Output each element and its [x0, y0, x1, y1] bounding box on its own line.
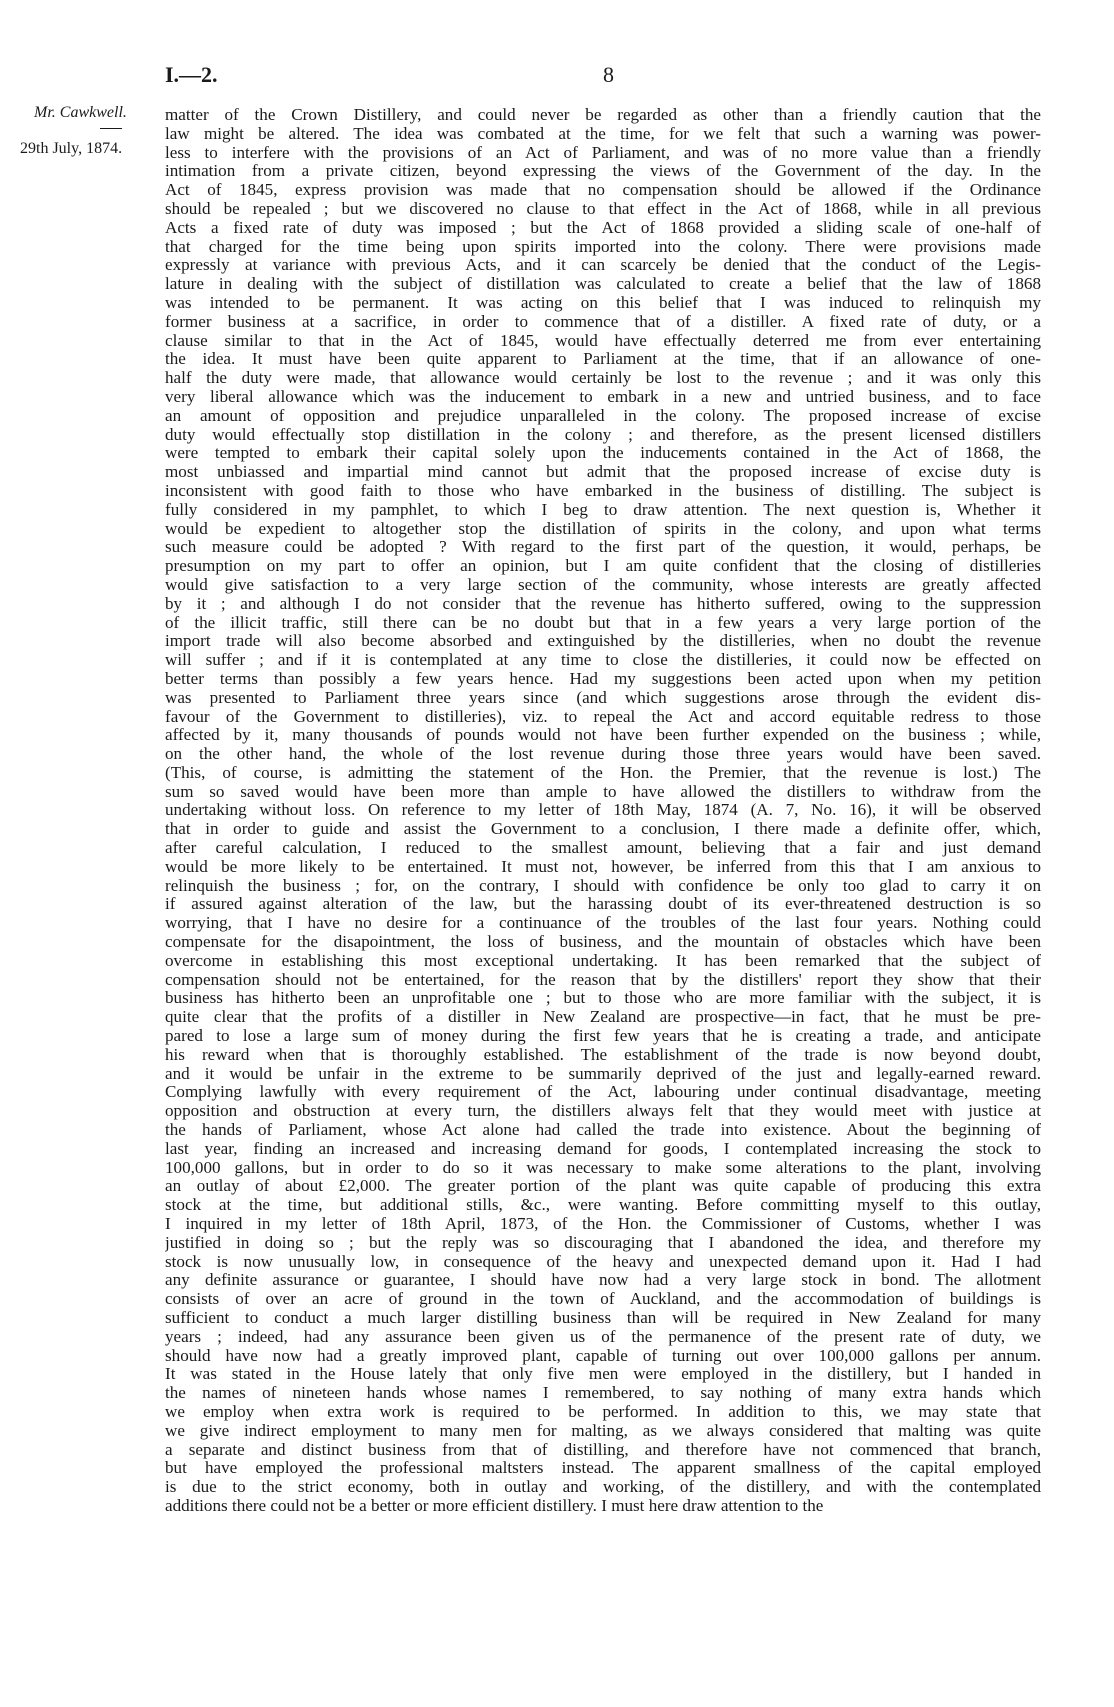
text-line: a separate and distinct business from that of distilling, and therefore have not commenced that branch, — [165, 1440, 1041, 1459]
document-reference: I.—2. — [165, 62, 218, 87]
text-line: business has hitherto been an unprofitable one ; but to those who are more familiar with the subject, it is — [165, 989, 1041, 1008]
text-line: worrying, that I have no desire for a continuance of the troubles of the last four years. Nothing could — [165, 914, 1041, 933]
text-line: (This, of course, is admitting the statement of the Hon. the Premier, that the revenue is lost.) The — [165, 763, 1041, 782]
text-line: such measure could be adopted ? With regard to the first part of the question, it would, perhaps, be — [165, 538, 1041, 557]
text-line: any definite assurance or guarantee, I should have now had a very large stock in bond. The allotment — [165, 1271, 1041, 1290]
text-line: clause similar to that in the Act of 1845, would have effectually deterred me from ever entertaining — [165, 331, 1041, 350]
text-line: the idea. It must have been quite apparent to Parliament at the time, that if an allowance of one- — [165, 350, 1041, 369]
text-line: Complying lawfully with every requirement of the Act, labouring under continual disadvantage, meeting — [165, 1083, 1041, 1102]
text-line: justified in doing so ; but the reply was so discouraging that I abandoned the idea, and therefore my — [165, 1233, 1041, 1252]
text-line: overcome in establishing this most exceptional undertaking. It has been remarked that the subject of — [165, 951, 1041, 970]
text-line: intimation from a private citizen, beyond expressing the views of the Government of the day. In the — [165, 162, 1041, 181]
text-line: half the duty were made, that allowance would certainly be lost to the revenue ; and it was only this — [165, 369, 1041, 388]
text-line: lature in dealing with the subject of distillation was calculated to create a belief that the law of 1868 — [165, 275, 1041, 294]
text-line: an outlay of about £2,000. The greater portion of the plant was quite capable of producing this extra — [165, 1177, 1041, 1196]
text-line: on the other hand, the whole of the lost revenue during those three years would have been saved. — [165, 745, 1041, 764]
text-line: was intended to be permanent. It was acting on this belief that I was induced to relinquish my — [165, 293, 1041, 312]
text-line: that in order to guide and assist the Government to a conclusion, I there made a definite offer, which, — [165, 820, 1041, 839]
text-line: undertaking without loss. On reference to my letter of 18th May, 1874 (A. 7, No. 16), it will be observed — [165, 801, 1041, 820]
text-line: quite clear that the profits of a distiller in New Zealand are prospective—in fact, that he must be pre- — [165, 1008, 1041, 1027]
text-line: I inquired in my letter of 18th April, 1873, of the Hon. the Commissioner of Customs, whether I was — [165, 1215, 1041, 1234]
text-line: is due to the strict economy, both in outlay and working, of the distillery, and with the contemplated — [165, 1478, 1041, 1497]
text-line: will suffer ; and if it is contemplated at any time to close the distilleries, it could now be effected on — [165, 651, 1041, 670]
testimony-date: 29th July, 1874. — [20, 140, 123, 157]
text-line: the hands of Parliament, whose Act alone had called the trade into existence. About the beginning of — [165, 1121, 1041, 1140]
text-line: years ; indeed, had any assurance been given us of the permanence of the present rate of duty, we — [165, 1327, 1041, 1346]
text-line: the names of nineteen hands whose names I remembered, to say nothing of many extra hands which — [165, 1384, 1041, 1403]
text-line: after careful calculation, I reduced to the smallest amount, believing that a fair and just demand — [165, 839, 1041, 858]
text-line: by it ; and although I do not consider that the revenue has hitherto suffered, owing to the suppression — [165, 594, 1041, 613]
text-line: Act of 1845, express provision was made that no compensation should be allowed if the Ordinance — [165, 181, 1041, 200]
text-line: but have employed the professional maltsters instead. The apparent smallness of the capital employed — [165, 1459, 1041, 1478]
text-line: opposition and obstruction at every turn, the distillers always felt that they would meet with justice at — [165, 1102, 1041, 1121]
text-line: It was stated in the House lately that only five men were employed in the distillery, but I handed in — [165, 1365, 1041, 1384]
text-line: law might be altered. The idea was combated at the time, for we felt that such a warning was power- — [165, 124, 1041, 143]
text-line: very liberal allowance which was the inducement to embark in a new and untried business, and to face — [165, 387, 1041, 406]
text-line: expressly at variance with previous Acts, and it can scarcely be denied that the conduct of the Legis- — [165, 256, 1041, 275]
text-line: an amount of opposition and prejudice unparalleled in the colony. The proposed increase of excise — [165, 406, 1041, 425]
text-line: Acts a fixed rate of duty was imposed ; but the Act of 1868 provided a sliding scale of one-half of — [165, 218, 1041, 237]
text-line: we employ when extra work is required to be performed. In addition to this, we may state that — [165, 1402, 1041, 1421]
text-line: 100,000 gallons, but in order to do so it was necessary to make some alterations to the plant, involving — [165, 1158, 1041, 1177]
text-line: stock at the time, but additional stills, &c., were wanting. Before committing myself to this outlay, — [165, 1196, 1041, 1215]
text-line: former business at a sacrifice, in order to commence that of a distiller. A fixed rate of duty, or a — [165, 312, 1041, 331]
text-line: should be repealed ; but we discovered no clause to that effect in the Act of 1868, while in all previous — [165, 199, 1041, 218]
text-line: additions there could not be a better or more efficient distillery. I must here draw attention to the — [165, 1496, 824, 1515]
text-line: his reward when that is thoroughly established. The establishment of the trade is now beyond doubt, — [165, 1045, 1041, 1064]
text-line: consists of over an acre of ground in the town of Auckland, and the accommodation of buildings is — [165, 1290, 1041, 1309]
text-line: inconsistent with good faith to those who have embarked in the business of distilling. The subject is — [165, 481, 1041, 500]
text-line: would give satisfaction to a very large section of the community, whose interests are greatly affected — [165, 575, 1041, 594]
page-header — [0, 62, 1114, 94]
margin-dash — [100, 128, 122, 129]
text-line: that charged for the time being upon spirits imported into the colony. There were provisions made — [165, 237, 1041, 256]
text-line: sufficient to conduct a much larger distilling business than will be required in New Zealand for many — [165, 1309, 1041, 1327]
text-line: import trade will also become absorbed and extinguished by the distilleries, when no doubt the revenue — [165, 632, 1041, 651]
text-line: of the illicit traffic, still there can be no doubt but that in a few years a very large portion of the — [165, 613, 1041, 632]
text-line: affected by it, many thousands of pounds would not have been further expended on the business ; while, — [165, 726, 1041, 745]
body-text — [165, 106, 1041, 1516]
text-line: was presented to Parliament three years since (and which suggestions arose through the evident dis- — [165, 688, 1041, 707]
text-line: fully considered in my pamphlet, to which I beg to draw attention. The next question is, Whether it — [165, 500, 1041, 519]
text-line: were tempted to embark their capital solely upon the inducements contained in the Act of 1868, the — [165, 444, 1041, 463]
text-line: favour of the Government to distilleries), viz. to repeal the Act and accord equitable redress to those — [165, 707, 1041, 726]
text-line: if assured against alteration of the law, but the harassing doubt of its ever-threatened destruction is so — [165, 895, 1041, 914]
text-line: presumption on my part to offer an opinion, but I am quite confident that the closing of distilleries — [165, 557, 1041, 576]
text-line: last year, finding an increased and increasing demand for goods, I contemplated increasing the stock to — [165, 1139, 1041, 1158]
text-line: relinquish the business ; for, on the contrary, I should with confidence be only too glad to carry it on — [165, 876, 1041, 895]
text-line: should have now had a greatly improved plant, capable of turning out over 100,000 gallons per annum. — [165, 1346, 1041, 1365]
text-line: duty would effectually stop distillation in the colony ; and therefore, as the present licensed distillers — [165, 425, 1041, 444]
text-line: most unbiassed and impartial mind cannot but admit that the proposed increase of excise duty is — [165, 463, 1041, 482]
text-line: sum so saved would have been more than ample to have allowed the distillers to withdraw from the — [165, 782, 1041, 801]
text-line: and it would be unfair in the extreme to be summarily deprived of the just and legally-earned reward. — [165, 1064, 1041, 1083]
text-line: better terms than possibly a few years hence. Had my suggestions been acted upon when my petition — [165, 669, 1041, 688]
text-line: we give indirect employment to many men for malting, as we always considered that malting was quite — [165, 1421, 1041, 1440]
text-line: pared to lose a large sum of money during the first few years that he is creating a trade, and anticipate — [165, 1027, 1041, 1046]
text-line: matter of the Crown Distillery, and could never be regarded as other than a friendly caution that the — [165, 106, 1041, 124]
text-line: would be more likely to be entertained. It must not, however, be inferred from this that I am anxious to — [165, 857, 1041, 876]
text-line: compensate for the disapointment, the loss of business, and the mountain of obstacles which have been — [165, 933, 1041, 952]
text-line: stock is now unusually low, in consequence of the heavy and unexpected demand upon it. Had I had — [165, 1252, 1041, 1271]
text-line: would be expedient to altogether stop the distillation of spirits in the colony, and upon what terms — [165, 519, 1041, 538]
text-line: compensation should not be entertained, for the reason that by the distillers' report they show that their — [165, 970, 1041, 989]
text-line: less to interfere with the provisions of an Act of Parliament, and was of no more value than a friendly — [165, 143, 1041, 162]
page-number: 8 — [603, 62, 614, 87]
speaker-name: Mr. Cawkwell. — [34, 104, 127, 121]
